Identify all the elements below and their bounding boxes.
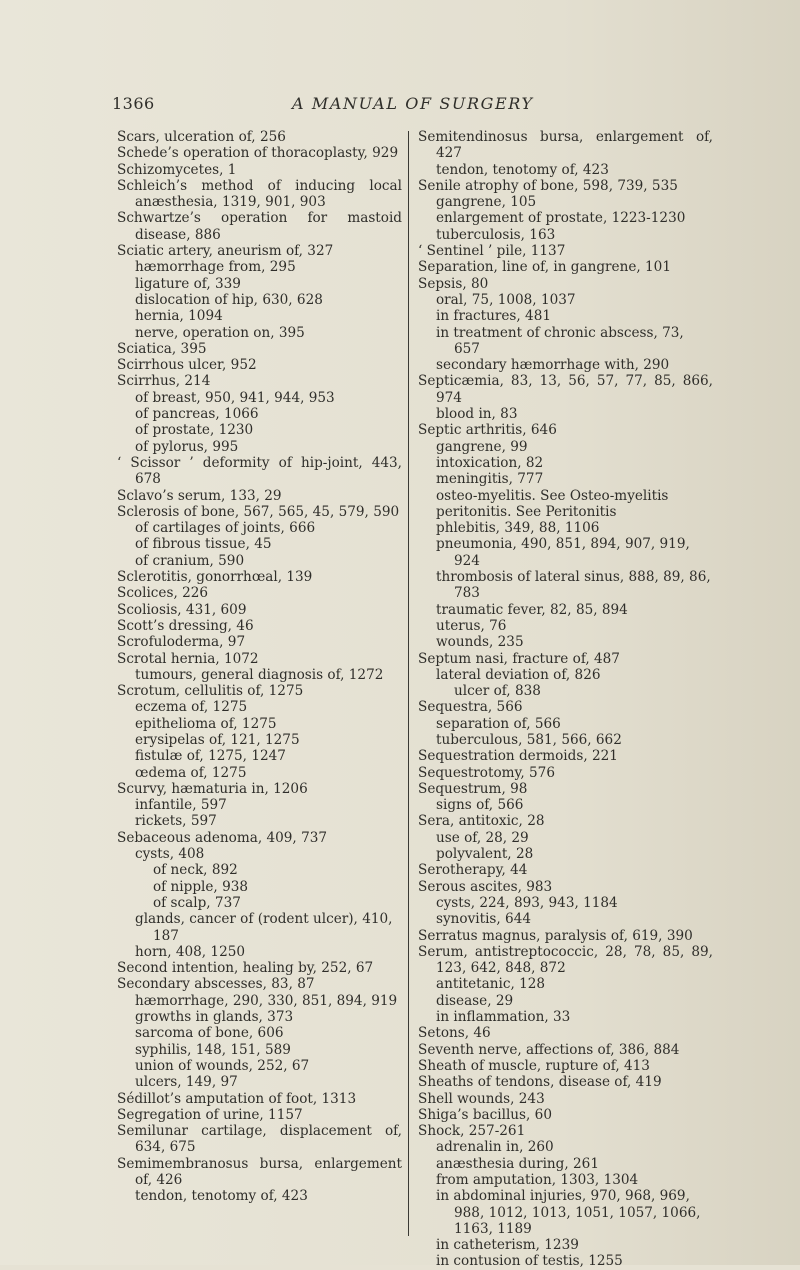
index-entry: Scrotal hernia, 1072 [117, 650, 259, 667]
index-entry: Semimembranosus bursa, enlargement of, 426 [117, 1155, 402, 1188]
index-entry: Serotherapy, 44 [418, 862, 528, 879]
index-entry: traumatic fever, 82, 85, 894 [436, 601, 628, 618]
index-entry: in abdominal injuries, 970, 968, 969, 988, 1012, 1013, 1051, 1057, 1066, 1163, 1189 [436, 1188, 701, 1237]
index-entry: Sepsis, 80 [418, 275, 489, 292]
index-entry: thrombosis of lateral sinus, 888, 89, 86, 783 [436, 569, 711, 602]
index-entry: dislocation of hip, 630, 628 [135, 291, 323, 308]
index-entry: Separation, line of, in gangrene, 101 [418, 259, 671, 276]
index-entry: Senile atrophy of bone, 598, 739, 535 [418, 177, 678, 194]
index-entry: Sheath of muscle, rupture of, 413 [418, 1057, 650, 1074]
index-entry: Scrotum, cellulitis of, 1275 [117, 683, 304, 700]
index-entry: tuberculous, 581, 566, 662 [436, 731, 622, 748]
index-entry: Serum, antistreptococcic, 28, 78, 85, 89, 123, 642, 848, 872 [418, 943, 713, 977]
index-entry: Sera, antitoxic, 28 [418, 813, 545, 830]
index-entry: in inflammation, 33 [436, 1009, 571, 1026]
index-entry: of pylorus, 995 [135, 438, 239, 455]
index-entry: in treatment of chronic abscess, 73, 657 [436, 324, 684, 357]
index-entry: from amputation, 1303, 1304 [436, 1172, 639, 1188]
index-entry: ‘ Scissor ’ deformity of hip-joint, 443, 678 [117, 454, 402, 488]
index-entry: Sheaths of tendons, disease of, 419 [418, 1074, 662, 1091]
index-entry: uterus, 76 [436, 617, 507, 634]
index-entry: in fractures, 481 [436, 308, 551, 325]
index-entry: meningitis, 777 [436, 471, 544, 488]
index-entry: Seventh nerve, affections of, 386, 884 [418, 1041, 680, 1058]
index-entry: erysipelas of, 121, 1275 [135, 731, 300, 748]
page-number: 1366 [112, 94, 155, 113]
index-entry: gangrene, 99 [436, 438, 528, 455]
index-entry: ligature of, 339 [135, 275, 241, 292]
index-entry: horn, 408, 1250 [135, 943, 246, 960]
index-entry: Serratus magnus, paralysis of, 619, 390 [418, 927, 693, 944]
index-entry: adrenalin in, 260 [436, 1139, 554, 1156]
index-entry: Schede’s operation of thoracoplasty, 929 [117, 145, 399, 162]
running-title: A MANUAL OF SURGERY [292, 94, 534, 113]
index-entry: Shell wounds, 243 [418, 1090, 545, 1107]
index-entry: Scars, ulceration of, 256 [117, 129, 286, 145]
index-entry: synovitis, 644 [436, 911, 531, 928]
index-entry: Scirrhous ulcer, 952 [117, 357, 257, 374]
index-entry: Semitendinosus bursa, enlargement of, 427 [418, 129, 713, 162]
index-entry: Shiga’s bacillus, 60 [418, 1106, 552, 1123]
index-entry: hæmorrhage from, 295 [135, 259, 296, 276]
index-entry: Scrofuloderma, 97 [117, 634, 246, 651]
index-entry: of cranium, 590 [135, 552, 245, 569]
index-entry: osteo-myelitis. See Osteo-myelitis [436, 487, 669, 504]
index-entry: Sequestrotomy, 576 [418, 764, 555, 781]
index-entry: ‘ Sentinel ’ pile, 1137 [418, 243, 566, 260]
index-entry: nerve, operation on, 395 [135, 324, 305, 341]
index-entry: Second intention, healing by, 252, 67 [117, 960, 374, 977]
index-entry: anæsthesia during, 261 [436, 1155, 599, 1172]
index-entry: Secondary abscesses, 83, 87 [117, 976, 315, 993]
index-entry: Setons, 46 [418, 1025, 491, 1042]
index-entry: cysts, 224, 893, 943, 1184 [436, 894, 618, 911]
index-entry: Schwartze’s operation for mastoid disease, 886 [117, 210, 402, 243]
index-entry: Sclerosis of bone, 567, 565, 45, 579, 590 [117, 503, 400, 520]
index-entry: Scolices, 226 [117, 585, 209, 602]
index-entry: of scalp, 737 [153, 894, 241, 911]
index-entry: polyvalent, 28 [436, 846, 534, 863]
index-entry: tendon, tenotomy of, 423 [436, 161, 609, 178]
index-entry: epithelioma of, 1275 [135, 715, 277, 732]
index-entry: phlebitis, 349, 88, 1106 [436, 520, 600, 537]
index-entry: of breast, 950, 941, 944, 953 [135, 389, 335, 406]
index-entry: of cartilages of joints, 666 [135, 520, 316, 537]
index-entry: Sédillot’s amputation of foot, 1313 [117, 1090, 357, 1107]
index-entry: of prostate, 1230 [135, 422, 254, 439]
index-entry: Sclavo’s serum, 133, 29 [117, 487, 282, 504]
index-entry: of fibrous tissue, 45 [135, 536, 272, 553]
index-entry: wounds, 235 [436, 634, 524, 651]
index-entry: Sciatic artery, aneurism of, 327 [117, 243, 334, 260]
index-entry: tuberculosis, 163 [436, 226, 556, 243]
index-entry: disease, 29 [436, 992, 514, 1009]
index-entry: Sequestra, 566 [418, 699, 523, 716]
index-entry: union of wounds, 252, 67 [135, 1057, 310, 1074]
index-entry: œdema of, 1275 [135, 764, 247, 781]
index-entry: ulcers, 149, 97 [135, 1074, 238, 1091]
index-entry: glands, cancer of (rodent ulcer), 410, 187 [135, 911, 393, 944]
index-entry: Segregation of urine, 1157 [117, 1106, 303, 1123]
index-entry: of pancreas, 1066 [135, 406, 259, 423]
index-entry: tumours, general diagnosis of, 1272 [135, 666, 384, 683]
index-entry: use of, 28, 29 [436, 829, 529, 846]
index-entry: Schizomycetes, 1 [117, 161, 237, 178]
index-entry: signs of, 566 [436, 797, 524, 814]
page-header [112, 94, 752, 118]
index-entry: oral, 75, 1008, 1037 [436, 291, 576, 308]
index-entry: ulcer of, 838 [454, 683, 541, 700]
index-entry: Septic arthritis, 646 [418, 422, 557, 439]
index-entry: lateral deviation of, 826 [436, 666, 601, 683]
index-entry: eczema of, 1275 [135, 699, 248, 716]
index-entry: in catheterism, 1239 [436, 1237, 579, 1254]
index-entry: cysts, 408 [135, 846, 205, 863]
index-entry: in contusion of testis, 1255 [436, 1253, 623, 1270]
index-entry: Sclerotitis, gonorrhœal, 139 [117, 569, 313, 586]
index-column-left [117, 129, 402, 1205]
index-entry: Schleich’s method of inducing local anæsthesia, 1319, 901, 903 [117, 177, 402, 211]
index-entry: Scoliosis, 431, 609 [117, 601, 247, 618]
index-entry: Septum nasi, fracture of, 487 [418, 650, 620, 667]
index-entry: Septicæmia, 83, 13, 56, 57, 77, 85, 866, 974 [418, 373, 713, 406]
index-entry: blood in, 83 [436, 406, 518, 423]
index-entry: tendon, tenotomy of, 423 [135, 1188, 308, 1205]
index-entry: Scirrhus, 214 [117, 373, 211, 390]
index-entry: enlargement of prostate, 1223-1230 [436, 210, 686, 227]
index-entry: Sequestrum, 98 [418, 780, 528, 797]
index-column-right [418, 129, 713, 1270]
index-entry: sarcoma of bone, 606 [135, 1025, 284, 1042]
index-entry: separation of, 566 [436, 715, 561, 732]
index-entry: pneumonia, 490, 851, 894, 907, 919, 924 [436, 536, 690, 569]
index-entry: Serous ascites, 983 [418, 878, 553, 895]
index-entry: Semilunar cartilage, displacement of, 634, 675 [117, 1123, 402, 1156]
index-entry: hæmorrhage, 290, 330, 851, 894, 919 [135, 992, 398, 1009]
index-entry: growths in glands, 373 [135, 1009, 294, 1026]
index-entry: Scott’s dressing, 46 [117, 617, 254, 634]
index-entry: rickets, 597 [135, 813, 217, 830]
index-entry: Scurvy, hæmaturia in, 1206 [117, 780, 308, 797]
index-entry: Sciatica, 395 [117, 340, 207, 357]
index-entry: Sebaceous adenoma, 409, 737 [117, 829, 328, 846]
index-entry: syphilis, 148, 151, 589 [135, 1041, 291, 1058]
index-entry: antitetanic, 128 [436, 976, 546, 993]
index-entry: fistulæ of, 1275, 1247 [135, 748, 286, 765]
index-entry: secondary hæmorrhage with, 290 [436, 357, 670, 374]
index-entry: of neck, 892 [153, 862, 238, 879]
index-entry: Sequestration dermoids, 221 [418, 748, 618, 765]
index-entry: Shock, 257-261 [418, 1123, 526, 1140]
index-entry: of nipple, 938 [153, 878, 249, 895]
index-entry: infantile, 597 [135, 797, 227, 814]
index-entry: gangrene, 105 [436, 194, 537, 211]
index-entry: peritonitis. See Peritonitis [436, 503, 617, 520]
column-divider [408, 131, 409, 1236]
index-entry: hernia, 1094 [135, 308, 223, 325]
index-entry: intoxication, 82 [436, 454, 544, 471]
